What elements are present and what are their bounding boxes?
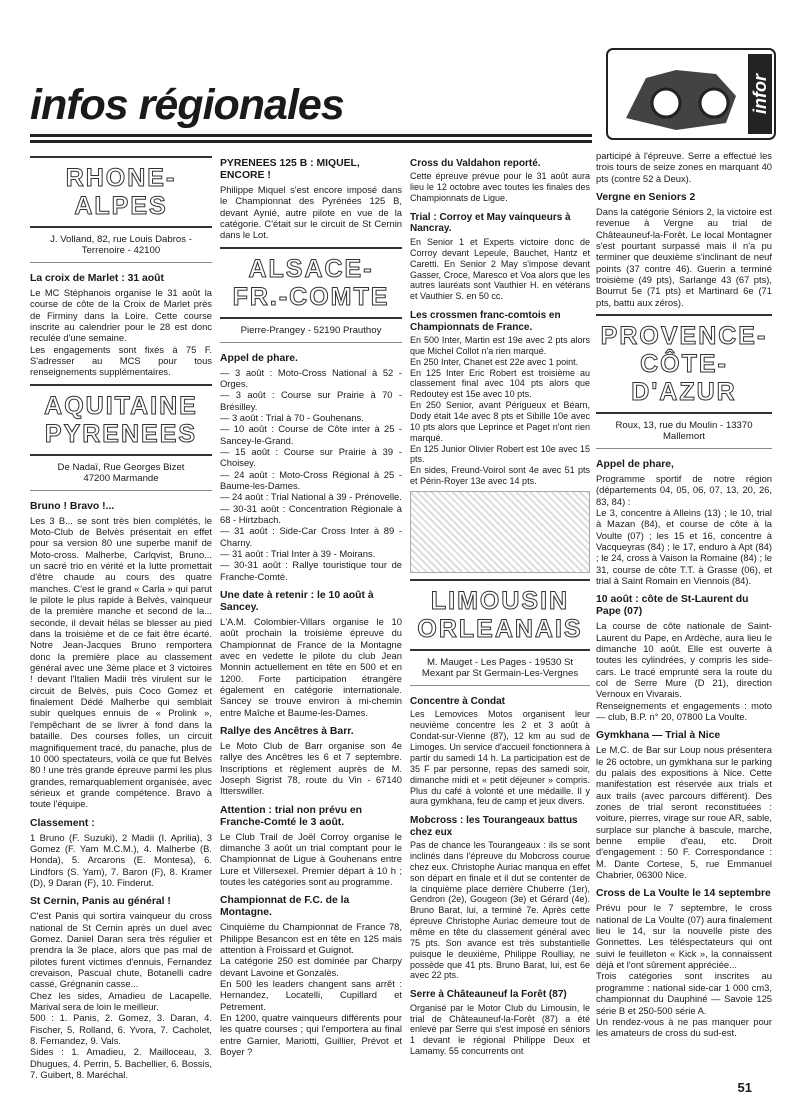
correspondent-address: M. Mauget - Les Pages - 19530 St Mexant par St Germain-Les-Vergnes (410, 657, 590, 686)
article-paragraph: Les Lemovices Motos organisent leur neuvième concentre les 2 et 3 août à Condat-sur-Vienne (87), 12 km au sud de Limoges. Un service d'accueil fonctionnera à partir du samedi 14 h. La participation est de 35 F par personne, repas des samedi soir, dimanche midi et « petit déjeuner » compris. Plus du café à volonté et une médaille. Il y aura gymkhana, feu de camp et jeux divers. (410, 709, 590, 807)
column-4 (596, 150, 772, 1042)
region-banner (220, 247, 402, 319)
article-heading: St Cernin, Panis au général ! (30, 896, 171, 908)
article-heading: 10 août : côte de St-Laurent du Pape (07) (596, 594, 749, 618)
article-heading: Appel de phare, (596, 459, 674, 471)
article-paragraph: C'est Panis qui sortira vainqueur du cross national de St Cernin après un duel avec Gomez. Daniel Daran sera très régulier et prendra la 3e place, alors que pas mal de pilotes furent victimes d'ennuis, Fernandez crevaison, Pascual chute, Botanelli cadre cassé, Grégnanin casse... Chez les sides, Amadieu de Lacapelle. Marival sera de loin le meilleur. 500 : 1. Panis, 2. Gomez, 3. Daran, 4. Fischer, 5. Rolland, 6. Yvora, 7. Cacholet, 8. Fernandez, 9. Vals. Sides : 1. Amadieu, 2. Mailloceau, 3. Dhugues, 4. Perrin, 5. Bachellier, 6. Bossis, 7. Guibert, 8. Maréchal. (30, 910, 212, 1080)
correspondent-address: Pierre-Prangey - 52190 Prauthoy (220, 325, 402, 343)
logo-text: infor (750, 74, 770, 114)
article-paragraph: Le MC Stéphanois organise le 31 août la course de côte de la Croix de Marlet près de Firminy dans la Loire. Cette course inscrite au calendrier pour le 28 est donc reculée d'une semaine. Les engagements sont fixés à 75 F. S'adresser au MCS pour tous renseignements supplémentaires. (30, 286, 212, 378)
article-paragraph: Prévu pour le 7 septembre, le cross national de La Voulte (07) aura finalement lieu le 14, sur la nouvelle piste des Gonnettes. Les téléspectateurs qui ont suivi le feuilleton « Kick », la connaissent déjà et l'ont sûrement appréciée... Trois catégories sont inscrites au programme : national side-car 1 000 cm3, championnat du Dauphiné — Savoie 125 série B et 250-500 série A. Un rendez-vous à ne pas manquer pour les amateurs de cross du sud-est. (596, 902, 772, 1039)
article-heading: Vergne en Seniors 2 (596, 192, 696, 204)
article-paragraph: participé à l'épreuve. Serre a effectué les trois tours de seize zones en marquant 40 pts (contre 52 à Deux). (596, 150, 772, 184)
column-2 (220, 150, 402, 1060)
column-1 (30, 150, 212, 1083)
region-name: PROVENCE- CÔTE-D'AZUR (600, 322, 768, 407)
article-heading: Une date à retenir : le 10 août à Sancey. (220, 590, 374, 613)
article-paragraph: Programme sportif de notre région (départements 04, 05, 06, 07, 13, 20, 26, 83, 84) : Le 3, concentre à Alleins (13) ; le 10, trial à Mazan (84), et course de côte à la Voulte (07) ; les 15 et 16, concentre à Vacqueyras (84) ; le 17, enduro à Apt (84) ; le 24, cross à Vaison la Romaine (84) ; le 31, course de côte T.T. à Grasse (06), et trial à Saint Romain en Viennois (84). (596, 473, 772, 587)
article-heading: Appel de phare. (220, 352, 298, 364)
region-banner (30, 156, 212, 228)
article-heading: Les crossmen franc-comtois en Championnats de France. (410, 310, 561, 333)
article-paragraph: Les 3 B... se sont très bien complétés, le Moto-Club de Belvès présentait en effet pour sa version 80 une superbe manif de Moto-cross. Malherbe, Carlqvist, Bruno... un sacré trio en vérité et la lutte promettait d'être chaude au cours des quatre manches. C'est le grand « Carla » qui parut le pilote le plus rapide à Belvès, vainqueur de la première manche et second de la... seconde, il devait hélas se blesser au pied dans la troisième et de ce fait être écarté. Notre Jean-Jacques Bruno remportera donc la première place au classement général avec une 3ème place et 3 victoires ! devant l'Italien Madii très virulent sur le circuit de Belvès, puis Coco Gomez et finalement Dédé Malherbe qui semblait subir quelques ennuis de « Prolink », l'empêchant de se livrer à fond dans la bataille. Des courses folles, un circuit magnifiquement tracé, du panache, plus de 10 000 spectateurs, voilà ce que fut Belvès 80 ! une très grande épreuve parmi les plus grandes, remarquablement organisée, avec sérieux et grande compétence. Bravo à toute l'équipe. (30, 514, 212, 810)
article-heading: Rallye des Ancêtres à Barr. (220, 726, 354, 738)
article-paragraph: Pas de chance les Tourangeaux : ils se sont inclinés dans l'épreuve du Mobcross courue chez eux. Christophe Auriac manqua en effet son départ en finale et il dut se contenter de la cinquième place derrière Chuberre (1er), Gendron (2e), Gougeon (3e) et Gérard (4e). Bruno Barat, lui, a terminé 7e. Après cette épreuve Christophe Auriac demeure tout de même en tête du classement général avec 75 pts. Son avance est très substantielle puisque le deuxième, Philippe Roulliay, ne possède que 41 pts. Bruno Barat, lui, est 6e avec 22 pts. (410, 840, 590, 981)
article-paragraph: L'A.M. Colombier-Villars organise le 10 août prochain la troisième épreuve du Championnat de France de la Montagne avec en vedette le pilote du club Jean Monnin actuellement en tête en 500 et en 1200. Forte participation étrangère également en catégorie internationale. Sancey se trouve environ à mi-chemin entre Maîche et Baume-les-Dames. (220, 615, 402, 718)
article-heading: Classement : (30, 817, 95, 829)
article-heading: Cross du Valdahon reporté. (410, 158, 541, 169)
article-paragraph: Organisé par le Motor Club du Limousin, le trial de Châteauneuf-la-Forêt (87) a été enlevé par Serre qui s'est imposé en séniors 1 devant le régional Philippe Deux et Lamamy. 55 concurrents ont (410, 1002, 590, 1057)
article-paragraph: En Senior 1 et Experts victoire donc de Corroy devant Lepeule, Bauchet, Hantz et Caretti. En Senior 2 May s'impose devant Gasser, Croce, Maresco et Voa alors que les autres lauréats sont Vauthier H. en vétérans et Vauthier S. en 50 cc. (410, 236, 590, 302)
portrait-photo (410, 491, 590, 573)
article-heading: La croix de Marlet : 31 août (30, 273, 164, 284)
region-banner (410, 579, 590, 651)
article-paragraph: Le Club Trail de Joël Corroy organise le dimanche 3 août un trial comptant pour le Championnat de Ligue à Gouhenans entre Lure et Villersexel. Premier départ à 10 h ; toutes les catégories sont au programme. (220, 830, 402, 887)
article-paragraph: 1 Bruno (F. Suzuki), 2 Madii (I. Aprilia), 3 Gomez (F. Yam M.C.M.), 4. Malherbe (B. Honda), 5. Arcarons (E. Montesa), 6. Lindfors (S. Yam), 7. Baron (F), 8. Kramer (D), 9 Daran (F), 10. Finderut. (30, 831, 212, 888)
region-banner (30, 384, 212, 456)
article-paragraph: Dans la catégorie Séniors 2, la victoire est revenue à Vergne au trial de Châteauneuf-la-Forêt. Le local Montagner s'est pourtant surpassé mais il n'a pu terminer que deuxième s'inclinant de neuf points (37 contre 46). Guerin a terminé troisième (49 pts), Sarlange 43 (67 pts), Bourrut 5e (71 pts) et Martinard 6e (71 pts, battu aux zéros). (596, 205, 772, 308)
region-banner (596, 314, 772, 414)
article-paragraph: La course de côte nationale de Saint-Laurent du Pape, en Ardèche, aura lieu le dimanche 10 août. Elle est ouverte à toutes les cylindrées, y compris les side-cars. Le tracé emprunté sera la route du col de Serre Mure (D 21), direction Vernoux en Vivarais. Renseignements et engagements : moto — club, B.P. n° 20, 07800 La Voulte. (596, 620, 772, 723)
article-paragraph: Le M.C. de Bar sur Loup nous présentera le 26 octobre, un gymkhana sur le parking du palais des expositions à Nice. Cette manifestation est réservée aux trials et aux trails (avec parcours différent). Des zones de trial seront reconstituées : voiture, pierres, virage sur roue AR, sable, surplace sur planche à bascule, marche, benne emplie d'eau, etc. Droit d'engagement : 50 F. Correspondance : M. Dante Cortese, 5, rue Emmanuel Chabrier, 06300 Nice. (596, 744, 772, 881)
article-paragraph: Philippe Miquel s'est encore imposé dans le Championnat des Pyrénées 125 B, devant Aynié, autre pilote en vue de la catégorie. C'était sur le circuit de St Cernin dans le Lot. (220, 183, 402, 241)
article-heading: Mobcross : les Tourangeaux battus chez eux (410, 815, 578, 838)
article-heading: Cross de La Voulte le 14 septembre (596, 888, 771, 900)
title-rule (30, 134, 592, 137)
title-rule-thin (30, 140, 592, 143)
page-number: 51 (737, 1080, 752, 1095)
article-paragraph: — 3 août : Moto-Cross National à 52 - Orges. — 3 août : Course sur Prairie à 70 - Brésilley. — 3 août : Trial à 70 - Gouhenans. — 10 août : Course de Côte inter à 25 - Sancey-le-Grand. — 15 août : Course sur Prairie à 39 - Choisey. — 24 août : Moto-Cross Régional à 25 - Baume-les-Dames. — 24 août : Trial National à 39 - Prénovelle. — 30-31 août : Concentration Régionale à 68 - Hirtzbach. — 31 août : Side-Car Cross Inter à 89 - Charny. — 31 août : Trial Inter à 39 - Moirans. — 30-31 août : Rallye touristique tour de Franche-Comté. (220, 366, 402, 582)
article-paragraph: Cinquième du Championnat de France 78, Philippe Besancon est en tête en 125 mais attention à Froissard et Guignot. La catégorie 250 est dominée par Charpy devant Lavoine et Gonzalès. En 500 les leaders changent sans arrêt : Hernandez, Locatelli, Cupillard et Petrement. En 1200, quatre vainqueurs différents pour les quatre courses ; qui l'emportera au final entre Garnier, Mariotti, Guillier, Prévot et Boyer ? (220, 921, 402, 1057)
article-heading: Attention : trial non prévu en Franche-Comté le 3 août. (220, 804, 363, 828)
infor-logo (606, 48, 776, 140)
article-paragraph: En 500 Inter, Martin est 19e avec 2 pts alors que Michel Collot n'a rien marqué. En 250 Inter, Chanet est 22e avec 1 point. En 125 Inter Eric Robert est troisième au classement final avec 104 pts alors que Redoutey est 15e avec 10 pts. En 250 Senior, avant Périgueux et Béarn, Dody était 14e avec 8 pts et Sibille 10e avec 10 pts alors que Leprince et Paget n'ont rien marqué. En 125 Junior Olivier Robert est 10e avec 15 pts. En sides, Freund-Voirol sont 4e avec 51 pts et Périn-Royer 13e avec 14 pts. (410, 335, 590, 487)
article-heading: Gymkhana — Trial à Nice (596, 730, 721, 742)
article-paragraph: Le Moto Club de Barr organise son 4e rallye des Ancêtres les 6 et 7 septembre. Inscriptions et règlement auprès de M. Joseph Sigrist 78, route du Vin - 67140 Itterswiller. (220, 739, 402, 797)
region-name: LIMOUSIN ORLEANAIS (417, 587, 583, 644)
article-heading: Concentre à Condat (410, 696, 506, 708)
article-heading: Bruno ! Bravo !... (30, 500, 115, 512)
correspondent-address: Roux, 13, rue du Moulin - 13370 Mallemort (596, 420, 772, 449)
correspondent-address: De Nadaï, Rue Georges Bizet 47200 Marmande (30, 462, 212, 491)
region-name: ALSACE- FR.-COMTE (232, 254, 390, 311)
article-heading: Trial : Corroy et May vainqueurs à Nancray. (410, 212, 571, 235)
region-name: RHONE- ALPES (65, 164, 177, 220)
article-heading: PYRENEES 125 B : MIQUEL, ENCORE ! (220, 158, 360, 181)
page-title: infos régionales (30, 81, 344, 129)
article-paragraph: Cette épreuve prévue pour le 31 août aura lieu le 12 octobre avec toutes les finales des Championnats de Ligue. (410, 171, 590, 204)
region-name: AQUITAINE PYRENEES (44, 391, 198, 448)
column-3 (410, 150, 590, 1060)
article-heading: Serre à Châteauneuf la Forêt (87) (410, 989, 567, 1001)
article-heading: Championnat de F.C. de la Montagne. (220, 895, 350, 919)
correspondent-address: J. Volland, 82, rue Louis Dabros - Terrenoire - 42100 (30, 234, 212, 263)
